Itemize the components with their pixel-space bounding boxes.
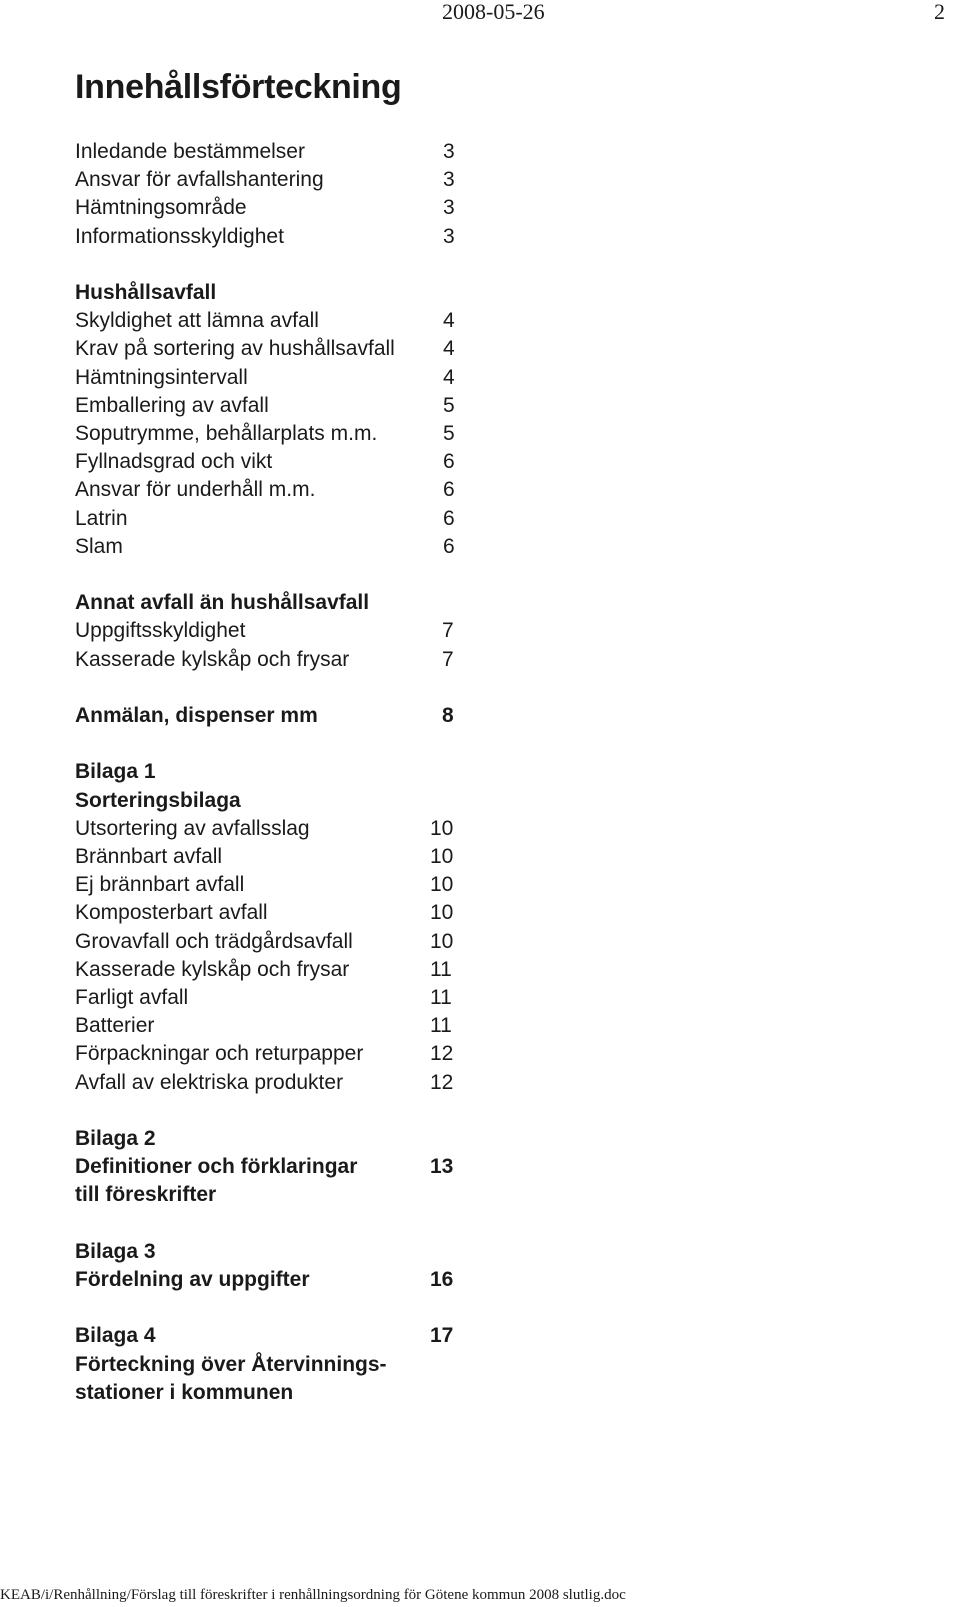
toc-entry-title: Farligt avfall xyxy=(75,986,189,1010)
toc-entry-page-number: 3 xyxy=(443,196,455,220)
toc-section xyxy=(75,758,475,1096)
toc-entry-page-number: 11 xyxy=(430,957,452,981)
toc-section xyxy=(75,589,475,674)
toc-entry-row xyxy=(75,928,475,956)
toc-heading-row xyxy=(75,702,475,730)
toc-entry-title: Slam xyxy=(75,534,123,558)
toc-entry-page-number: 6 xyxy=(443,450,455,474)
toc-entry-row xyxy=(75,392,475,420)
toc-entry-title: Anmälan, dispenser mm xyxy=(75,704,318,728)
toc-entry-title: Annat avfall än hushållsavfall xyxy=(75,591,370,615)
toc-entry-row xyxy=(75,364,475,392)
toc-entry-title: Grovavfall och trädgårdsavfall xyxy=(75,929,353,953)
toc-entry-row xyxy=(75,448,475,476)
toc-entry-page-number: 4 xyxy=(443,337,455,361)
toc-entry-page-number: 16 xyxy=(430,1268,454,1292)
toc-entry-page-number: 3 xyxy=(443,224,455,248)
toc-entry-page-number: 10 xyxy=(430,845,454,869)
toc-entry-row xyxy=(75,1069,475,1097)
toc-entry-title: Förteckning över Återvinnings- xyxy=(75,1352,387,1376)
toc-entry-row xyxy=(75,223,475,251)
toc-entry-page-number: 8 xyxy=(442,704,454,728)
toc-entry-row xyxy=(75,899,475,927)
toc-entry-title: Kasserade kylskåp och frysar xyxy=(75,957,350,981)
toc-entry-title: Inledande bestämmelser xyxy=(75,140,305,163)
toc-entry-title: Definitioner och förklaringar xyxy=(75,1155,358,1179)
page-title: Innehållsförteckning xyxy=(75,68,402,106)
toc-entry-row xyxy=(75,646,475,674)
toc-entry-row xyxy=(75,476,475,504)
table-of-contents xyxy=(75,138,475,1435)
toc-entry-title: Fördelning av uppgifter xyxy=(75,1268,310,1292)
toc-entry-title: Hushållsavfall xyxy=(75,281,217,304)
toc-entry-title: Sorteringsbilaga xyxy=(75,788,241,812)
toc-entry-page-number: 10 xyxy=(430,816,454,840)
toc-entry-title: Bilaga 4 xyxy=(75,1324,156,1348)
toc-heading-row xyxy=(75,1125,475,1153)
toc-entry-page-number: 13 xyxy=(430,1155,454,1179)
toc-entry-page-number: 3 xyxy=(443,168,455,192)
toc-entry-row xyxy=(75,984,475,1012)
toc-entry-page-number: 10 xyxy=(430,873,454,897)
toc-entry-title: Skyldighet att lämna avfall xyxy=(75,309,319,333)
toc-section xyxy=(75,279,475,561)
toc-heading-row xyxy=(75,1181,475,1209)
toc-entry-page-number: 6 xyxy=(443,478,455,502)
toc-entry-row xyxy=(75,335,475,363)
toc-entry-title: Fyllnadsgrad och vikt xyxy=(75,450,273,474)
toc-entry-row xyxy=(75,871,475,899)
toc-heading-row xyxy=(75,1322,475,1350)
toc-entry-title: Krav på sortering av hushållsavfall xyxy=(75,337,395,361)
toc-entry-title: Bilaga 3 xyxy=(75,1239,156,1263)
toc-entry-row xyxy=(75,1040,475,1068)
toc-section xyxy=(75,702,475,730)
toc-entry-page-number: 4 xyxy=(443,309,455,333)
toc-entry-title: Avfall av elektriska produkter xyxy=(75,1070,344,1094)
toc-entry-page-number: 5 xyxy=(443,393,455,417)
toc-section xyxy=(75,1125,475,1210)
toc-entry-page-number: 10 xyxy=(430,901,454,925)
toc-entry-row xyxy=(75,1012,475,1040)
toc-heading-row xyxy=(75,1238,475,1266)
toc-section xyxy=(75,138,475,251)
toc-heading-row xyxy=(75,1266,475,1294)
toc-entry-row xyxy=(75,194,475,222)
toc-entry-title: Ansvar för avfallshantering xyxy=(75,168,324,192)
toc-entry-title: Utsortering av avfallsslag xyxy=(75,816,310,840)
toc-entry-title: Ej brännbart avfall xyxy=(75,873,245,897)
toc-heading-row xyxy=(75,758,475,786)
toc-entry-title: Emballering av avfall xyxy=(75,393,269,417)
toc-heading-row xyxy=(75,589,475,617)
toc-entry-title: Brännbart avfall xyxy=(75,845,223,869)
toc-entry-row xyxy=(75,166,475,194)
toc-entry-page-number: 4 xyxy=(443,365,455,389)
toc-entry-row xyxy=(75,420,475,448)
toc-entry-row xyxy=(75,843,475,871)
toc-entry-page-number: 6 xyxy=(443,506,455,530)
toc-entry-title: Kasserade kylskåp och frysar xyxy=(75,647,350,671)
toc-entry-title: Bilaga 2 xyxy=(75,1127,156,1151)
toc-entry-page-number: 17 xyxy=(430,1324,454,1348)
toc-entry-title: Latrin xyxy=(75,506,128,530)
toc-entry-page-number: 11 xyxy=(430,1014,452,1038)
toc-entry-title: Soputrymme, behållarplats m.m. xyxy=(75,422,378,446)
toc-entry-page-number: 10 xyxy=(430,929,454,953)
toc-entry-row xyxy=(75,307,475,335)
toc-entry-title: stationer i kommunen xyxy=(75,1380,294,1404)
toc-entry-row xyxy=(75,956,475,984)
header-date: 2008-05-26 xyxy=(442,0,545,24)
toc-entry-row xyxy=(75,138,475,166)
toc-entry-page-number: 7 xyxy=(442,619,454,643)
toc-entry-page-number: 11 xyxy=(430,986,452,1010)
toc-entry-title: Ansvar för underhåll m.m. xyxy=(75,478,316,502)
toc-entry-title: Informationsskyldighet xyxy=(75,224,284,248)
page-number: 2 xyxy=(934,0,945,24)
toc-entry-row xyxy=(75,505,475,533)
toc-entry-page-number: 6 xyxy=(443,534,455,558)
toc-heading-row xyxy=(75,1351,475,1379)
toc-entry-page-number: 12 xyxy=(430,1070,454,1094)
toc-entry-title: till föreskrifter xyxy=(75,1183,217,1207)
toc-heading-row xyxy=(75,1379,475,1407)
toc-heading-row xyxy=(75,279,475,307)
toc-entry-title: Uppgiftsskyldighet xyxy=(75,619,246,643)
toc-entry-page-number: 5 xyxy=(443,422,455,446)
toc-entry-title: Förpackningar och returpapper xyxy=(75,1042,364,1066)
toc-entry-page-number: 12 xyxy=(430,1042,454,1066)
toc-entry-title: Hämtningsområde xyxy=(75,196,247,220)
toc-entry-row xyxy=(75,533,475,561)
toc-entry-title: Batterier xyxy=(75,1014,155,1038)
toc-heading-row xyxy=(75,1153,475,1181)
toc-entry-row xyxy=(75,815,475,843)
toc-entry-page-number: 7 xyxy=(442,647,454,671)
toc-heading-row xyxy=(75,787,475,815)
toc-section xyxy=(75,1322,475,1407)
toc-entry-title: Bilaga 1 xyxy=(75,760,156,784)
toc-entry-title: Hämtningsintervall xyxy=(75,365,248,389)
toc-entry-title: Komposterbart avfall xyxy=(75,901,268,925)
footer-file-path: KEAB/i/Renhållning/Förslag till föreskrifter i renhållningsordning för Götene kommun 2008 slutlig.doc xyxy=(0,1587,626,1603)
toc-entry-row xyxy=(75,617,475,645)
toc-entry-page-number: 3 xyxy=(443,140,455,163)
toc-section xyxy=(75,1238,475,1294)
